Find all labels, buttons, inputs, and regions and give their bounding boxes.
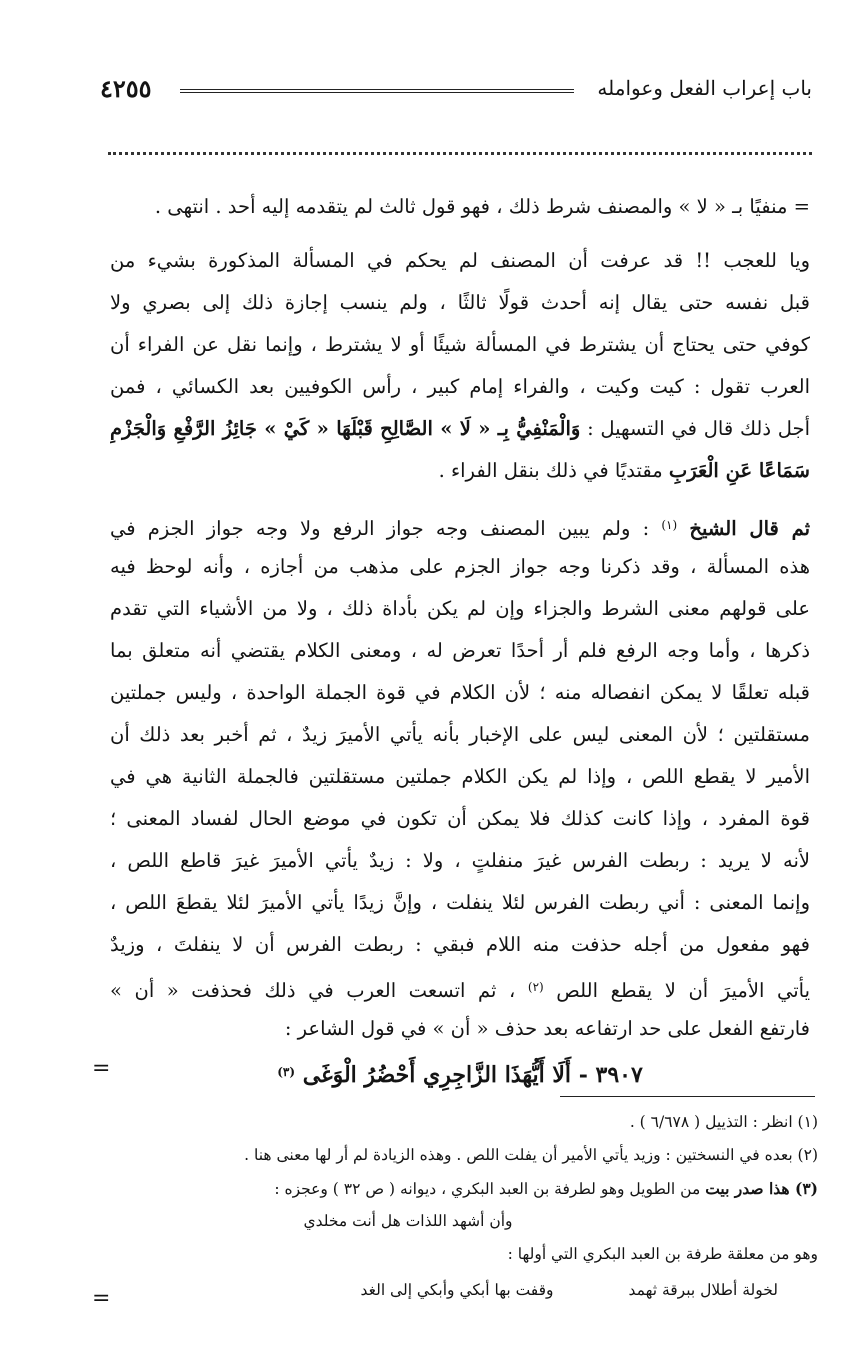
tashil-quote: وَالْمَنْفِيُّ بِـ « لَا » الصَّالِحِ قَبْلَهَا « كَيْ » جَائِزُ الرَّفْعِ وَالْجَزْمِ: [110, 417, 581, 440]
footnotes: [118, 1106, 818, 1309]
text-span: أجل ذلك قال في التسهيل :: [587, 417, 810, 440]
text-line: فهو مفعول من أجله حذفت منه اللام فبقي : ربطت الفرس أن لا ينفلتَ ، وزيدٌ: [110, 933, 810, 956]
text-line: ذكرها ، وأما وجه الرفع فلم أر أحدًا تعرض له ، ومعنى الكلام يقتضي أنه متعلق بما: [110, 639, 810, 662]
chapter-title: باب إعراب الفعل وعوامله: [597, 76, 812, 100]
text-line: مستقلتين ؛ لأن المعنى ليس على الإخبار بأنه يأتي الأميرَ زيدٌ ، ثم أخبر بعد ذلك أن: [110, 723, 810, 746]
footnote-rule: [560, 1096, 815, 1097]
text-line: [110, 504, 810, 546]
footnote-3-lead: (٣) هذا صدر بيت: [705, 1179, 818, 1198]
text-line: وإنما المعنى : أني ربطت الفرس لئلا ينفلت ، وإنَّ زيدًا يأتي الأميرَ لئلا يقطعَ اللص ،: [110, 891, 810, 914]
text-line: قبله تعلقًا لا يمكن انفصاله منه ؛ لأن الكلام في قوة الجملة الواحدة ، وليس جملتين: [110, 681, 810, 704]
verse-hemistich-a: لخولة أطلال ببرقة ثهمد: [628, 1281, 778, 1299]
text-line: كوفي حتى يحتاج أن يشترط في المسألة شيئًا أو لا يشترط ، وإنما نقل عن الفراء أن: [110, 333, 810, 356]
poem-text: ٣٩٠٧ - أَلَا أَيُّهَذَا الزَّاجِرِي أَحْضُرُ الْوَغَى: [302, 1062, 643, 1088]
footnote-3-text: من الطويل وهو لطرفة بن العبد البكري ، ديوانه ( ص ٣٢ ) وعجزه :: [274, 1180, 701, 1198]
text-line: العرب تقول : كيت وكيت ، والفراء إمام كبير ، رأس الكوفيين بعد الكسائي ، فمن: [110, 375, 810, 398]
page-number: ٤٢٥٥: [100, 74, 152, 103]
footnote-3-continuation: وهو من معلقة طرفة بن العبد البكري التي أولها :: [507, 1245, 818, 1263]
text-line: الأمير لا يقطع اللص ، وإذا لم يكن الكلام جملتين مستقلتين فالجملة الثانية هي في: [110, 765, 810, 788]
text-line: = منفيًا بـ « لا » والمصنف شرط ذلك ، فهو قول ثالث لم يتقدمه إليه أحد . انتهى .: [154, 195, 810, 218]
shaykh-heading: ثم قال الشيخ: [689, 517, 810, 540]
text-line: لأنه لا يريد : ربطت الفرس غيرَ منفلتٍ ، ولا : زيدٌ يأتي الأميرَ غيرَ قاطع اللص ،: [110, 849, 810, 872]
tashil-quote-end: سَمَاعًا عَنِ الْعَرَبِ: [668, 459, 810, 482]
footnote-2: (٢) بعده في النسختين : وزيد يأتي الأمير أن يفلت اللص . وهذه الزيادة لم أر لها معنى هنا .: [244, 1146, 818, 1164]
footnote-ref-1[interactable]: (١): [661, 518, 678, 532]
text-span: مقتديًا في ذلك بنقل الفراء .: [438, 459, 663, 482]
verse-hemistich-b: وقفت بها أبكي وأبكي إلى الغد: [360, 1281, 554, 1299]
text-span: ، ثم اتسعت العرب في ذلك فحذفت « أن »: [110, 979, 516, 1002]
footnote-continuation-mark: =: [92, 1286, 111, 1311]
text-span: يأتي الأميرَ أن لا يقطع اللص: [556, 979, 810, 1002]
text-span: : ولم يبين المصنف وجه جواز الرفع ولا وجه جواز الجزم في: [110, 517, 650, 540]
footnote-ref-2[interactable]: (٢): [527, 980, 544, 994]
header-rule: [180, 89, 574, 93]
text-line: هذه المسألة ، وقد ذكرنا وجه جواز الجزم على مذهب من أجازه ، وأنه لوحظ فيه: [110, 555, 810, 578]
footnote-3: [118, 1172, 818, 1205]
footnote-verse: وأن أشهد اللذات هل أنت مخلدي: [303, 1212, 513, 1230]
text-line: [110, 966, 810, 1008]
text-line: على قولهم معنى الشرط والجزاء وإن لم يكن بأداة ذلك ، ولا من الأشياء التي تقدم: [110, 597, 810, 620]
footnote-1: (١) انظر : التذييل ( ٦/٦٧٨ ) .: [629, 1113, 818, 1131]
footnote-ref-3[interactable]: (٣): [277, 1065, 296, 1079]
text-line: قبل نفسه حتى يقال إنه أحدث قولًا ثالثًا ، ولم ينسب إجازة ذلك إلى بصري ولا: [110, 291, 810, 314]
text-line: قوة المفرد ، وإذا كانت كذلك فلا يمكن أن تكون في موضع الحال لفساد المعنى ؛: [110, 807, 810, 830]
continuation-mark: =: [92, 1056, 111, 1081]
text-line: [110, 450, 810, 492]
dotted-separator: [108, 152, 812, 155]
poem-verse: [110, 1050, 810, 1094]
main-text: [110, 186, 810, 1094]
page-header: [100, 74, 812, 108]
mu-allaqa-verse: [118, 1271, 818, 1309]
text-line: فارتفع الفعل على حد ارتفاعه بعد حذف « أن » في قول الشاعر :: [284, 1017, 810, 1040]
text-line: ويا للعجب !! قد عرفت أن المصنف لم يحكم في المسألة المذكورة بشيء من: [110, 249, 810, 272]
text-line: [110, 408, 810, 450]
